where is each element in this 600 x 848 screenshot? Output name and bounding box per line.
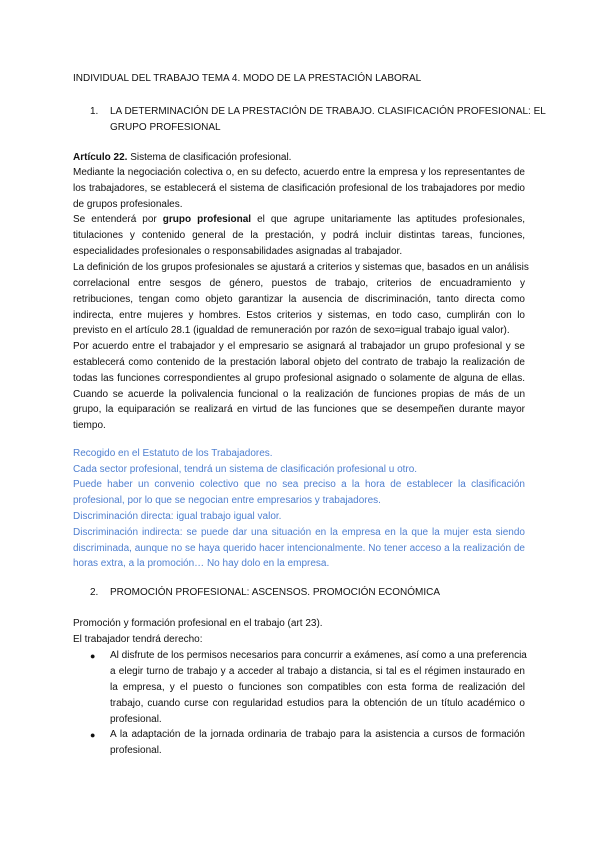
bullet-icon: ● [90, 651, 96, 661]
bullet-1-line: la empresa, y el puesto o funciones son compatibles con esta forma de realización del [110, 682, 525, 693]
article-heading [73, 150, 291, 166]
note-line: Discriminación directa: igual trabajo igual valor. [73, 511, 282, 522]
paragraph-4-line: Cuando se acuerde la polivalencia funcional o la realización de funciones propias de más de un [73, 389, 525, 400]
section-2-intro: Promoción y formación profesional en el trabajo (art 23). [73, 618, 323, 629]
note-line: discriminada, aunque no se haya querido hacer intencionalmente. No tener acceso a la realización de [73, 543, 525, 554]
paragraph-3-line: La definición de los grupos profesionales se ajustará a criterios y sistemas que, basados en un análisis [73, 262, 529, 273]
document-title: INDIVIDUAL DEL TRABAJO TEMA 4. MODO DE LA PRESTACIÓN LABORAL [73, 73, 422, 84]
bullet-1-line: trabajo, cuando curse con regularidad estudios para la obtención de un título académico o [110, 698, 525, 709]
paragraph-3-line: retribuciones, tengan como objeto garantizar la ausencia de discriminación, tanto directa como [73, 294, 525, 305]
section-2-intro: El trabajador tendrá derecho: [73, 634, 203, 645]
section-1-number: 1. [90, 106, 99, 117]
section-2-heading: PROMOCIÓN PROFESIONAL: ASCENSOS. PROMOCIÓN ECONÓMICA [110, 587, 441, 598]
article-title: Sistema de clasificación profesional. [127, 152, 292, 163]
paragraph-4-line: tiempo. [73, 420, 106, 431]
note-line: Recogido en el Estatuto de los Trabajadores. [73, 448, 273, 459]
bullet-1-line: profesional. [110, 714, 162, 725]
paragraph-3-line: previsto en el artículo 28.1 (igualdad de remuneración por razón de sexo=igual trabajo igual valor). [73, 325, 510, 336]
bullet-2-line: A la adaptación de la jornada ordinaria de trabajo para la asistencia a cursos de formación [110, 729, 525, 740]
paragraph-2-line: titulaciones y contenido general de la prestación, y podrá incluir distintas tareas, funciones, [73, 230, 525, 241]
paragraph-2-line: especialidades profesionales o responsabilidades asignadas al trabajador. [73, 246, 403, 257]
paragraph-2-start: Se entenderá por [73, 214, 163, 225]
paragraph-4-line: grupo, la equiparación se realizará en virtud de las funciones que se desempeñen durante mayor [73, 404, 525, 415]
bullet-1-line: Al disfrute de los permisos necesarios para concurrir a exámenes, así como a una preferencia [110, 650, 527, 661]
paragraph-2-line [73, 212, 525, 228]
paragraph-1-line: Mediante la negociación colectiva o, en su defecto, acuerdo entre la empresa y los representantes de [73, 167, 525, 178]
bullet-1-line: a elegir turno de trabajo y a acceder al trabajo a distancia, si tal es el régimen instaurado en [110, 666, 525, 677]
note-line: Discriminación indirecta: se puede dar una situación en la empresa en la que la mujer esta siendo [73, 527, 525, 538]
bullet-2-line: profesional. [110, 745, 162, 756]
paragraph-3-line: correlacional entre sesgos de género, puestos de trabajo, criterios de encuadramiento y [73, 278, 525, 289]
paragraph-4-line: todas las funciones correspondientes al grupo profesional asignado o solamente de alguna de ellas. [73, 373, 525, 384]
bullet-icon: ● [90, 730, 96, 740]
section-2-number: 2. [90, 587, 99, 598]
paragraph-4-line: establecerá como contenido de la prestación laboral objeto del contrato de trabajo la realización de [73, 357, 525, 368]
paragraph-1-line: los trabajadores, se establecerá el sistema de clasificación profesional de los trabajadores por medio [73, 183, 525, 194]
paragraph-3-line: indirecta, entre mujeres y hombres. Estos criterios y sistemas, en todo caso, cumplirán con lo [73, 310, 525, 321]
paragraph-2-rest: el que agrupe unitariamente las aptitudes profesionales, [251, 214, 526, 225]
note-line: horas extra, a la promoción… No hay dolo en la empresa. [73, 558, 330, 569]
paragraph-4-line: Por acuerdo entre el trabajador y el empresario se asignará al trabajador un grupo profesional y se [73, 341, 525, 352]
note-line: Cada sector profesional, tendrá un sistema de clasificación profesional u otro. [73, 464, 418, 475]
article-label: Artículo 22. [73, 152, 128, 163]
note-line: profesional, por lo que se negocian entre empresarios y trabajadores. [73, 495, 381, 506]
section-1-heading-cont: GRUPO PROFESIONAL [110, 122, 221, 133]
section-1-heading: LA DETERMINACIÓN DE LA PRESTACIÓN DE TRABAJO. CLASIFICACIÓN PROFESIONAL: EL [110, 106, 546, 117]
paragraph-1-line: de grupos profesionales. [73, 199, 183, 210]
grupo-profesional-term: grupo profesional [162, 214, 252, 225]
note-line: Puede haber un convenio colectivo que no sea preciso a la hora de establecer la clasificación [73, 479, 525, 490]
